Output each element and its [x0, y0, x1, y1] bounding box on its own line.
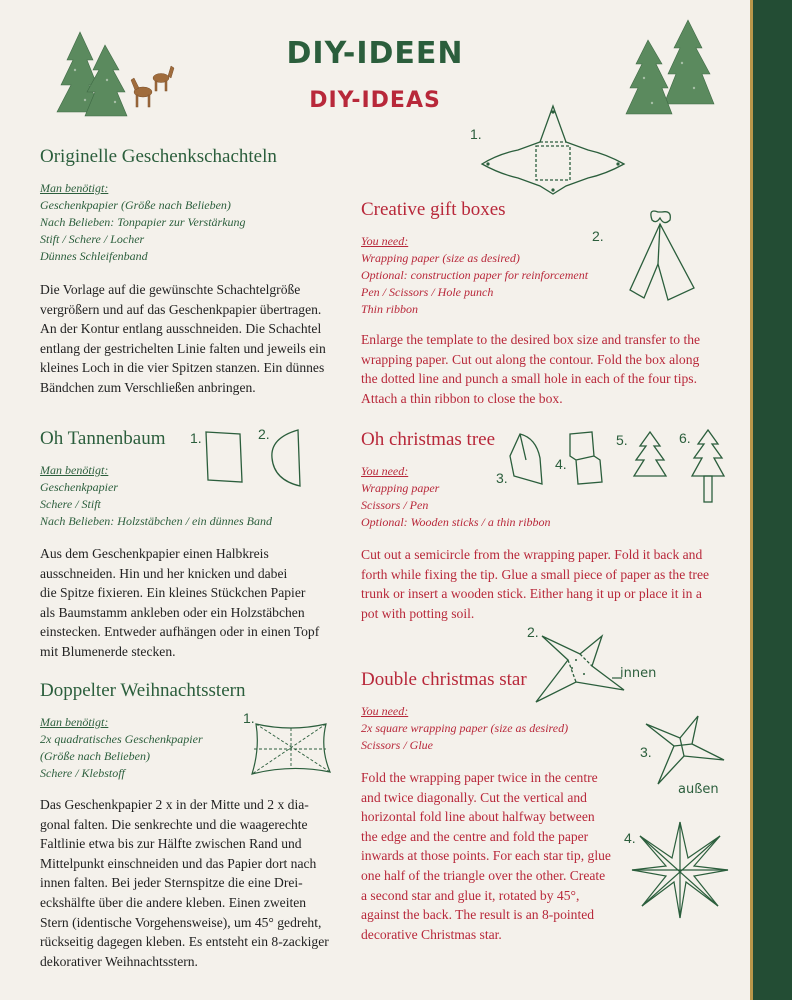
star-step-1-sketch — [236, 720, 346, 778]
body-line: einstecken. Entweder aufhängen oder in einen Topf — [40, 624, 320, 640]
star-step-3: 3. — [640, 744, 652, 760]
body-line: eckshälfte über die andere kleben. Einen zweiten — [40, 894, 307, 910]
needs-label: You need: — [361, 464, 409, 478]
needs-item: 2x quadratisches Geschenkpapier — [40, 732, 203, 746]
body-line: dekorativer Weihnachtsstern. — [40, 953, 198, 969]
gift-box-step-1: 1. — [470, 126, 482, 142]
body-line: kleines Loch in die vier Spitzen stanzen. Ein dünnes — [40, 360, 325, 376]
label-inside: innen — [620, 666, 657, 681]
gift-boxes-heading-de: Originelle Geschenkschachteln — [40, 146, 277, 167]
body-line: against the back. The result is an 8-pointed — [361, 907, 595, 923]
tree-step-6-sketch — [688, 428, 728, 508]
tree-body-de — [40, 544, 319, 662]
needs-label: Man benötigt: — [40, 463, 109, 477]
needs-item: Optional: Wooden sticks / a thin ribbon — [361, 515, 551, 529]
page-title-en: DIY-IDEAS — [309, 88, 441, 113]
body-line: die Spitze fixieren. Ein kleines Stückchen Papier — [40, 585, 306, 601]
gift-boxes-body-de — [40, 280, 326, 398]
star-needs-de — [40, 714, 203, 782]
body-line: Stern (identische Vorgehensweise), um 45° gedreht, — [40, 914, 322, 930]
tree-step-1: 1. — [190, 430, 202, 446]
star-step-4-sketch — [630, 820, 730, 920]
tree-step-3: 3. — [496, 470, 508, 486]
star-body-de — [40, 795, 329, 971]
needs-item: Dünnes Schleifenband — [40, 249, 148, 263]
gift-boxes-body-en — [361, 330, 700, 408]
needs-item: Scissors / Glue — [361, 738, 433, 752]
page-title-de: DIY-IDEEN — [286, 36, 464, 71]
body-line: pot with potting soil. — [361, 605, 475, 621]
body-line: Das Geschenkpapier 2 x in der Mitte und 2 x dia- — [40, 797, 309, 812]
tree-step-4: 4. — [555, 456, 567, 472]
tree-step-5: 5. — [616, 432, 628, 448]
needs-item: Thin ribbon — [361, 302, 419, 316]
gift-box-folded-sketch — [622, 204, 702, 304]
star-step-2-sketch — [532, 630, 632, 710]
tree-needs-de — [40, 462, 272, 530]
needs-item: Nach Belieben: Tonpapier zur Verstärkung — [40, 215, 246, 229]
book-spine — [750, 0, 792, 1000]
needs-label: Man benötigt: — [40, 181, 109, 195]
body-line: vergrößern und auf das Geschenkpapier übertragen. — [40, 301, 322, 317]
needs-label: You need: — [361, 704, 409, 718]
needs-item: Wrapping paper — [361, 481, 440, 495]
body-line: trunk or insert a wooden stick. Either hang it up or place it in a — [361, 586, 702, 602]
body-line: one half of the triangle over the other. Create — [361, 867, 606, 883]
needs-label: You need: — [361, 234, 409, 248]
body-line: the edge and the centre and fold the paper — [361, 828, 589, 844]
body-line: mit Blumenerde stecken. — [40, 643, 176, 659]
star-step-2: 2. — [527, 624, 539, 640]
body-line: rückseitig dagegen kleben. Es entsteht ein 8-zackiger — [40, 934, 329, 950]
needs-item: Nach Belieben: Holzstäbchen / ein dünnes Band — [40, 514, 272, 528]
needs-item: Wrapping paper (size as desired) — [361, 251, 520, 265]
needs-item: Geschenkpapier (Größe nach Belieben) — [40, 198, 231, 212]
tree-step-2-sketch — [268, 428, 308, 488]
body-line: Enlarge the template to the desired box size and transfer to the — [361, 332, 701, 347]
gift-boxes-heading-en: Creative gift boxes — [361, 199, 506, 220]
body-line: forth while fixing the tip. Glue a small piece of paper as the tree — [361, 566, 710, 582]
body-line: ausschneiden. Hin und her knicken und dabei — [40, 565, 288, 581]
needs-item: Stift / Schere / Locher — [40, 232, 145, 246]
tree-step-2: 2. — [258, 426, 270, 442]
needs-item: Pen / Scissors / Hole punch — [361, 285, 494, 299]
body-line: and twice diagonally. Cut the vertical and — [361, 789, 587, 805]
tree-step-4-sketch — [566, 430, 606, 486]
gift-boxes-needs-en — [361, 233, 588, 318]
needs-item: Scissors / Pen — [361, 498, 429, 512]
body-line: gonal falten. Die senkrechte und die waagerechte — [40, 816, 308, 832]
body-line: a second star and glue it, rotated by 45°, — [361, 887, 580, 903]
needs-item: 2x square wrapping paper (size as desired) — [361, 721, 569, 735]
needs-item: (Größe nach Belieben) — [40, 749, 150, 763]
body-line: horizontal fold line about halfway between — [361, 809, 595, 825]
body-line: Bändchen zum Verschließen anbringen. — [40, 379, 256, 395]
body-line: Die Vorlage auf die gewünschte Schachtelgröße — [40, 282, 301, 297]
star-heading-en: Double christmas star — [361, 669, 527, 690]
body-line: inwards at those points. For each star tip, glue — [361, 848, 611, 864]
tree-step-5-sketch — [630, 430, 670, 480]
tree-needs-en — [361, 463, 551, 531]
star-body-en — [361, 768, 611, 944]
tree-step-6: 6. — [679, 430, 691, 446]
needs-item: Geschenkpapier — [40, 480, 118, 494]
star-step-3-sketch — [640, 712, 730, 792]
tree-body-en — [361, 545, 709, 623]
body-line: Mittelpunkt einschneiden und das Papier dort nach — [40, 855, 317, 871]
label-outside: außen — [678, 782, 719, 797]
needs-item: Schere / Klebstoff — [40, 766, 125, 780]
body-line: Faltlinie etwa bis zur Hälfte zwischen Rand und — [40, 836, 302, 852]
gift-box-template-sketch — [478, 102, 638, 198]
gift-box-step-2: 2. — [592, 228, 604, 244]
body-line: Cut out a semicircle from the wrapping paper. Fold it back and — [361, 547, 703, 562]
body-line: An der Kontur entlang ausschneiden. Die Schachtel — [40, 321, 322, 337]
star-step-4: 4. — [624, 830, 636, 846]
body-line: Aus dem Geschenkpapier einen Halbkreis — [40, 546, 269, 561]
needs-item: Schere / Stift — [40, 497, 101, 511]
tree-heading-de: Oh Tannenbaum — [40, 428, 166, 449]
spine-gold-edge — [750, 0, 753, 1000]
tree-heading-en: Oh christmas tree — [361, 429, 496, 450]
body-line: decorative Christmas star. — [361, 926, 502, 942]
body-line: Attach a thin ribbon to close the box. — [361, 390, 563, 406]
body-line: entlang der gestrichelten Linie falten und jeweils ein — [40, 340, 326, 356]
body-line: the dotted line and punch a small hole in each of the four tips. — [361, 371, 697, 387]
body-line: innen falten. Bei jeder Sternspitze die eine Drei- — [40, 875, 303, 891]
star-heading-de: Doppelter Weihnachtsstern — [40, 680, 246, 701]
needs-label: Man benötigt: — [40, 715, 109, 729]
star-step-1: 1. — [243, 710, 255, 726]
star-needs-en — [361, 703, 568, 754]
needs-item: Optional: construction paper for reinforcement — [361, 268, 589, 282]
body-line: als Baumstamm ankleben oder ein Holzstäbchen — [40, 604, 305, 620]
body-line: Fold the wrapping paper twice in the centre — [361, 770, 598, 785]
body-line: wrapping paper. Cut out along the contour. Fold the box along — [361, 351, 700, 367]
gift-boxes-needs-de — [40, 180, 246, 265]
